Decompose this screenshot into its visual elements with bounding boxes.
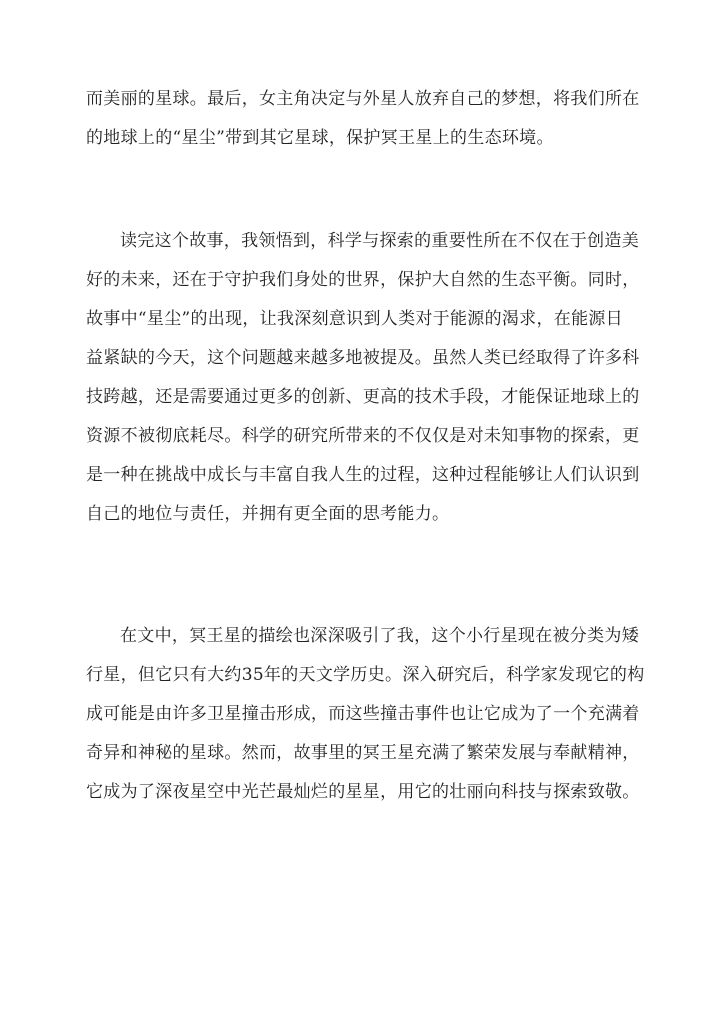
text-line: 是一种在挑战中成长与丰富自我人生的过程，这种过程能够让人们认识到 <box>86 465 640 485</box>
text-line: 好的未来，还在于守护我们身处的世界，保护大自然的生态平衡。同时， <box>86 270 640 290</box>
paragraph-3 <box>86 617 645 812</box>
text-line: 读完这个故事，我领悟到，科学与探索的重要性所在不仅在于创造美 <box>120 231 639 251</box>
text-line: 它成为了深夜星空中光芒最灿烂的星星，用它的壮丽向科技与探索致敬。 <box>86 782 640 802</box>
paragraph-2 <box>86 222 642 534</box>
text-line: 故事中“星尘”的出现，让我深刻意识到人类对于能源的渴求，在能源日 <box>86 309 623 329</box>
paragraph-1 <box>86 80 642 158</box>
text-line: 益紧缺的今天，这个问题越来越多地被提及。虽然人类已经取得了许多科 <box>86 348 640 368</box>
text-line: 而美丽的星球。最后，女主角决定与外星人放弃自己的梦想，将我们所在 <box>86 89 640 109</box>
text-line: 奇异和神秘的星球。然而，故事里的冥王星充满了繁荣发展与奉献精神， <box>86 743 640 763</box>
text-line: 自己的地位与责任，并拥有更全面的思考能力。 <box>86 504 450 524</box>
text-line: 资源不被彻底耗尽。科学的研究所带来的不仅仅是对未知事物的探索，更 <box>86 426 640 446</box>
text-line: 在文中，冥王星的描绘也深深吸引了我，这个小行星现在被分类为矮 <box>120 626 639 646</box>
text-line: 的地球上的“星尘”带到其它星球，保护冥王星上的生态环境。 <box>86 128 554 148</box>
text-line: 成可能是由许多卫星撞击形成，而这些撞击事件也让它成为了一个充满着 <box>86 704 640 724</box>
text-line: 行星，但它只有大约35年的天文学历史。深入研究后，科学家发现它的构 <box>86 665 645 685</box>
text-line: 技跨越，还是需要通过更多的创新、更高的技术手段，才能保证地球上的 <box>86 387 640 407</box>
